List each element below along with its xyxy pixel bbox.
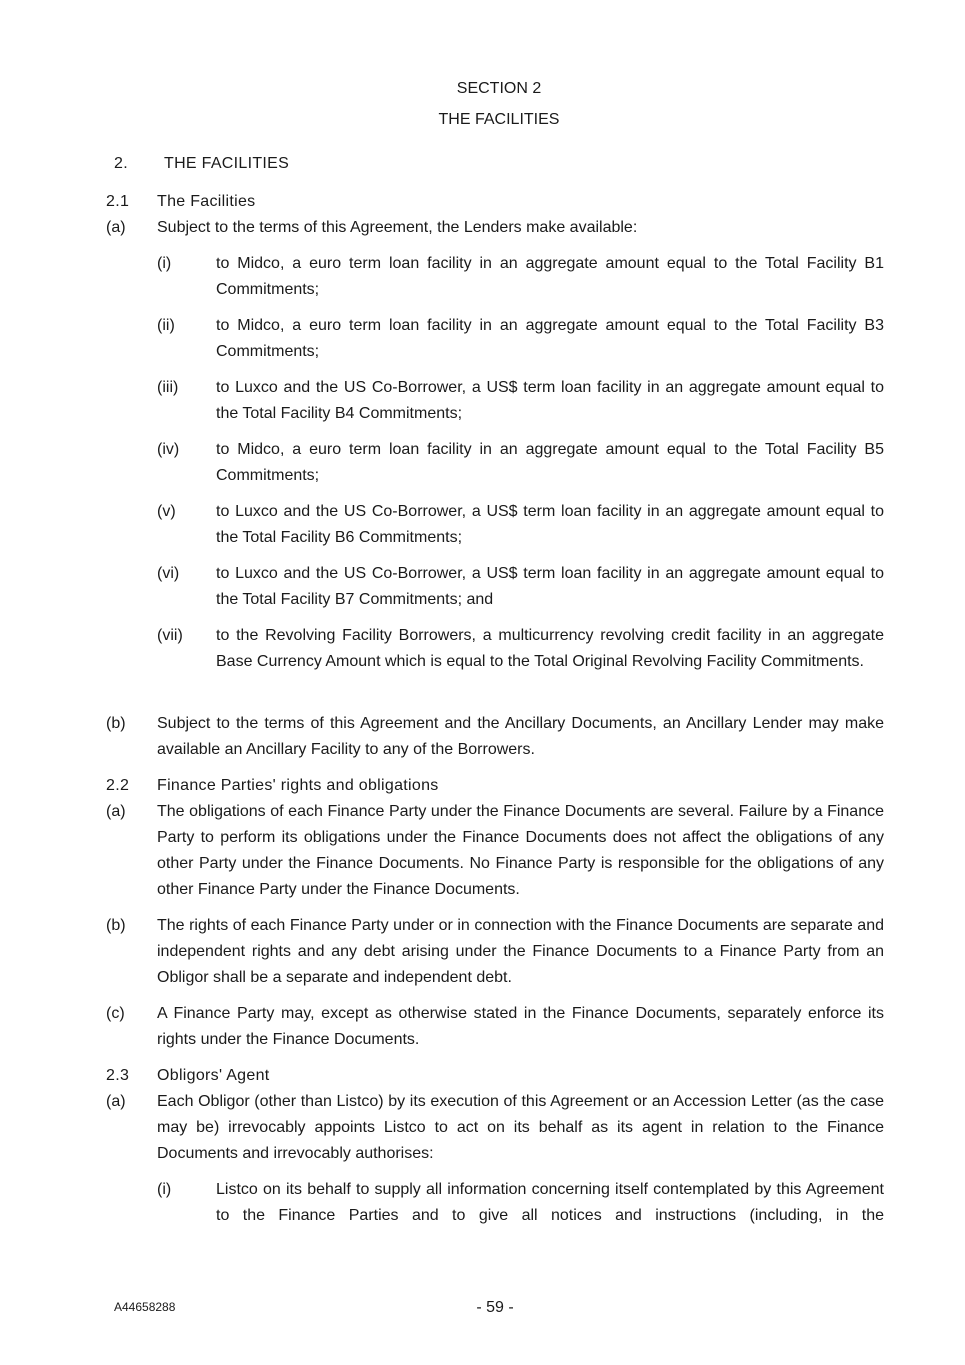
subclause-number: 2.2: [106, 777, 130, 794]
document-id: A44658288: [114, 1300, 176, 1314]
list-item-label: (vi): [157, 565, 180, 582]
list-item-label: (iv): [157, 441, 180, 458]
subclause-title: The Facilities: [157, 193, 256, 210]
list-item-text: to the Revolving Facility Borrowers, a multicurrency revolving credit facility in an aggregate Base Currency Amount which is equal to the Total Original Revolving Facility Commitments.: [216, 627, 884, 670]
paragraph-label: (b): [106, 715, 126, 732]
subclause-title: Finance Parties' rights and obligations: [157, 777, 439, 794]
list-item-text: to Midco, a euro term loan facility in an aggregate amount equal to the Total Facility B5 Commitments;: [216, 441, 884, 484]
list-item-text: to Luxco and the US Co-Borrower, a US$ term loan facility in an aggregate amount equal to the Total Facility B7 Commitments; and: [216, 565, 884, 608]
list-item-label: (iii): [157, 379, 179, 396]
list-item-text: to Midco, a euro term loan facility in an aggregate amount equal to the Total Facility B3 Commitments;: [216, 317, 884, 360]
clause-title: THE FACILITIES: [164, 155, 290, 172]
list-item-label: (i): [157, 255, 172, 272]
list-item-label: (vii): [157, 627, 183, 644]
paragraph-label: (a): [106, 219, 126, 236]
paragraph-text: Each Obligor (other than Listco) by its execution of this Agreement or an Accession Letter (as the case may be) irrevocably appoints Listco to act on its behalf as its agent in relation to the Finance Documents and irrevocably authorises:: [157, 1093, 884, 1162]
subclause-title: Obligors' Agent: [157, 1067, 270, 1084]
paragraph-text: Subject to the terms of this Agreement and the Ancillary Documents, an Ancillary Lender may make available an Ancillary Facility to any of the Borrowers.: [157, 715, 884, 758]
paragraph-text: A Finance Party may, except as otherwise stated in the Finance Documents, separately enforce its rights under the Finance Documents.: [157, 1005, 884, 1048]
paragraph-text: The rights of each Finance Party under or in connection with the Finance Documents are separate and independent rights and any debt arising under the Finance Documents to a Finance Party from an Obligor shall be a separate and independent debt.: [157, 917, 884, 986]
list-item-text: to Luxco and the US Co-Borrower, a US$ term loan facility in an aggregate amount equal to the Total Facility B4 Commitments;: [216, 379, 884, 422]
paragraph-text: Subject to the terms of this Agreement, the Lenders make available:: [157, 219, 638, 236]
paragraph-label: (c): [106, 1005, 125, 1022]
list-item-label: (v): [157, 503, 176, 520]
page-number: - 59 -: [476, 1299, 514, 1316]
paragraph-label: (b): [106, 917, 126, 934]
clause-number: 2.: [114, 155, 128, 172]
subclause-number: 2.3: [106, 1067, 130, 1084]
section-number: SECTION 2: [456, 80, 542, 97]
list-item-text: to Midco, a euro term loan facility in an aggregate amount equal to the Total Facility B1 Commitments;: [216, 255, 884, 298]
subclause-number: 2.1: [106, 193, 130, 210]
list-item-text: to Luxco and the US Co-Borrower, a US$ term loan facility in an aggregate amount equal to the Total Facility B6 Commitments;: [216, 503, 884, 546]
list-item-text: Listco on its behalf to supply all information concerning itself contemplated by this Agreement to the Finance Parties and to give all notices and instructions (including, in the: [216, 1181, 884, 1224]
paragraph-label: (a): [106, 1093, 126, 1110]
section-title: THE FACILITIES: [438, 111, 560, 128]
paragraph-text: The obligations of each Finance Party under the Finance Documents are several. Failure by a Finance Party to perform its obligations under the Finance Documents does not affect the obligations of any other Party under the Finance Documents. No Finance Party is responsible for the obligations of any other Finance Party under the Finance Documents.: [157, 803, 884, 898]
paragraph-label: (a): [106, 803, 126, 820]
list-item-label: (i): [157, 1181, 172, 1198]
list-item-label: (ii): [157, 317, 175, 334]
